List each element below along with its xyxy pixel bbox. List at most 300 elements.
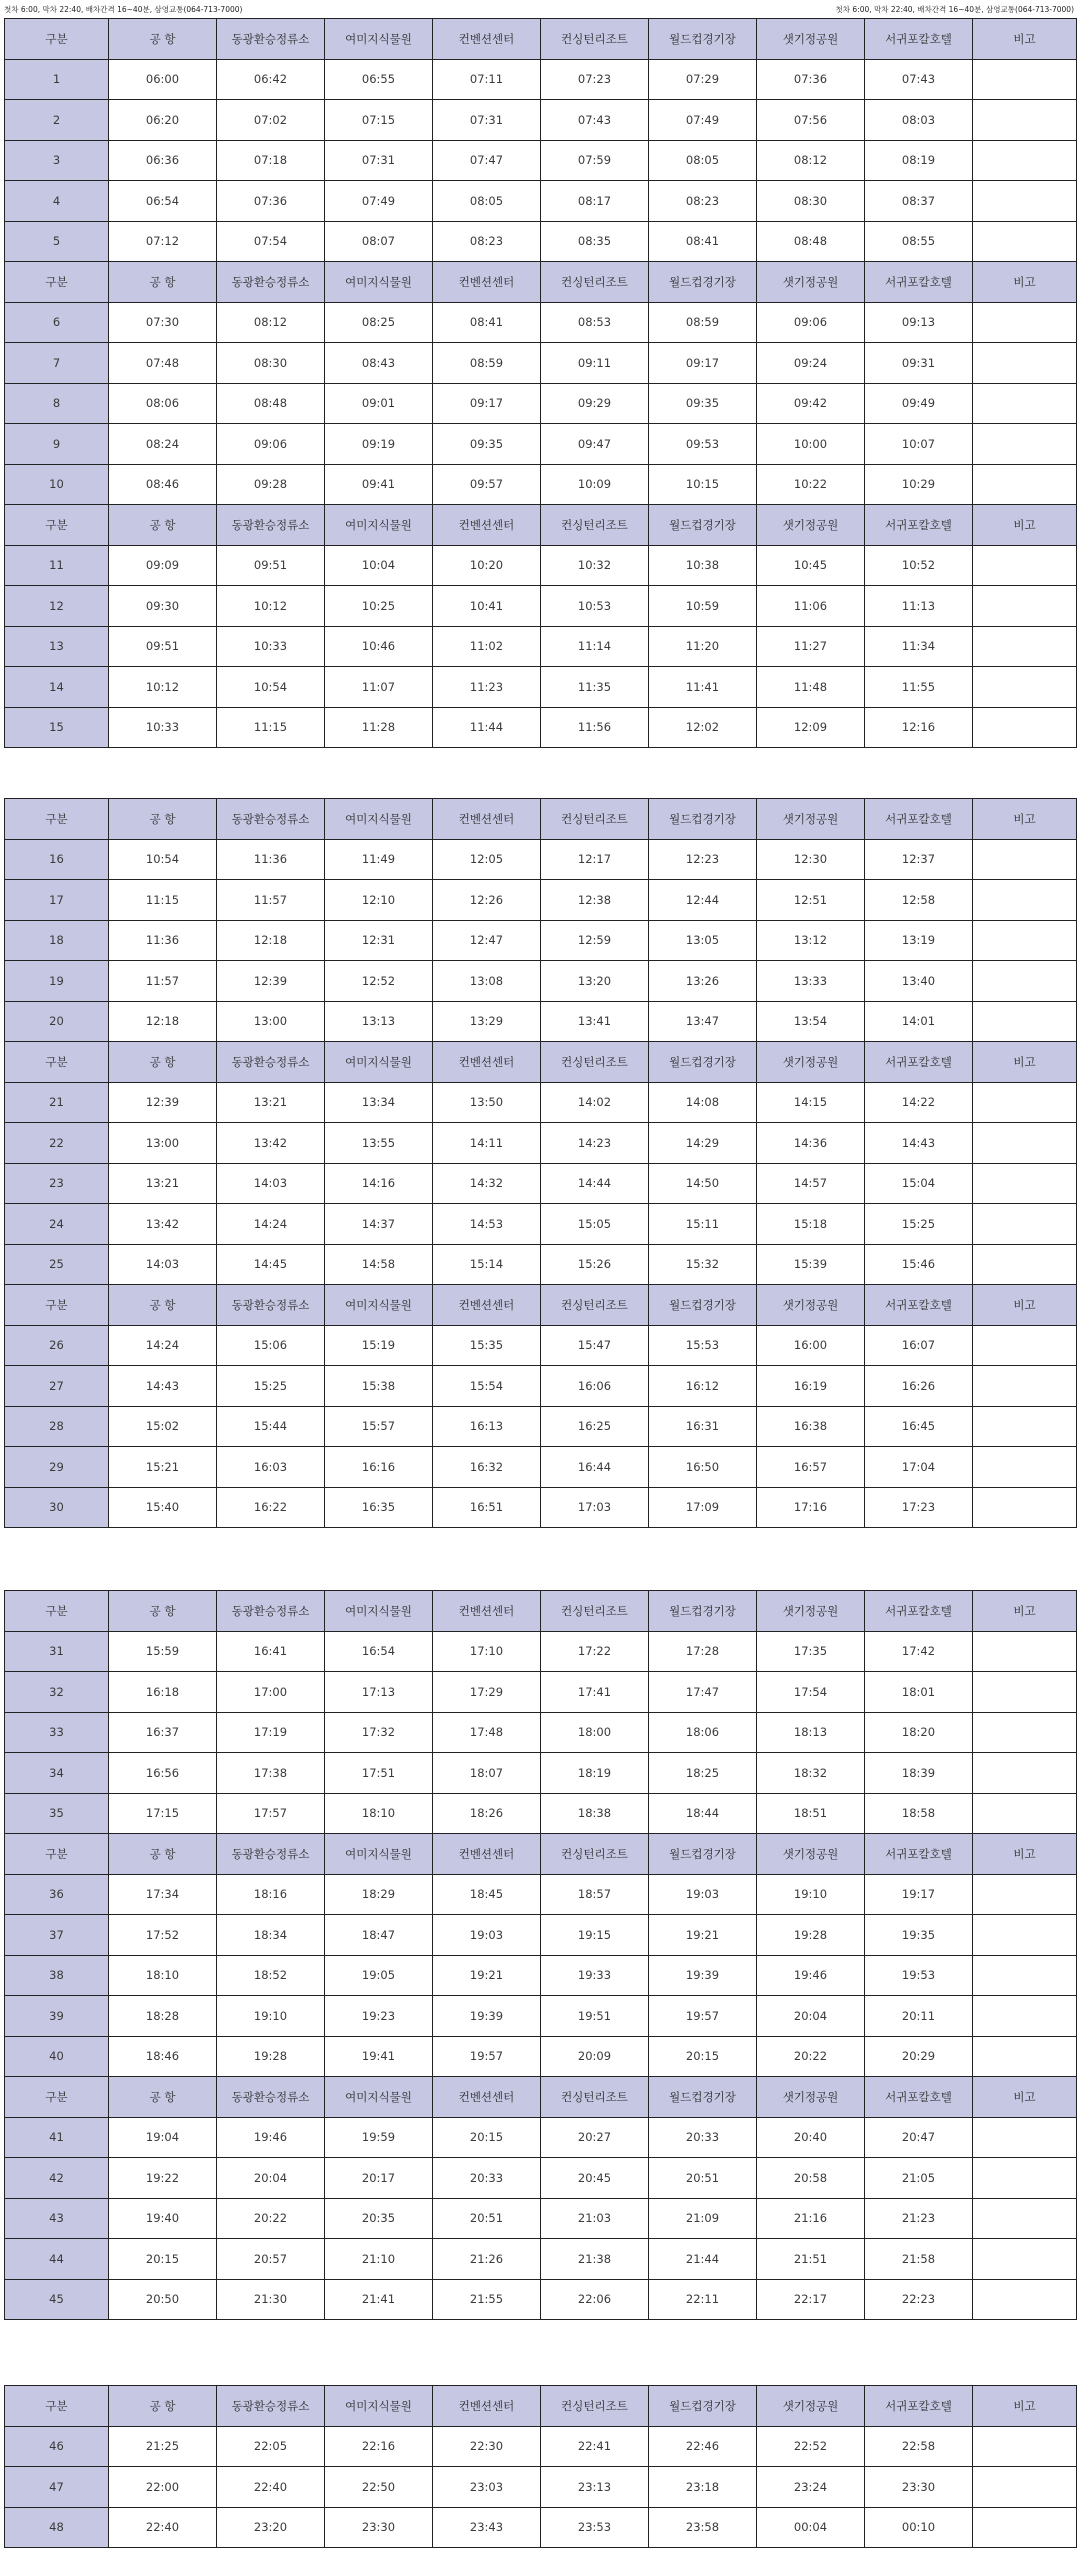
- departure-time: 07:47: [433, 140, 541, 181]
- departure-time: 11:15: [109, 880, 217, 921]
- departure-time: 13:50: [433, 1082, 541, 1123]
- departure-time: 11:07: [325, 667, 433, 708]
- table-row: [5, 961, 1077, 1002]
- table-row: [5, 1793, 1077, 1834]
- timetable-page-3: [4, 1590, 1076, 2320]
- table-row: [5, 1123, 1077, 1164]
- departure-time: 22:50: [325, 2467, 433, 2508]
- departure-time: 14:11: [433, 1123, 541, 1164]
- table-row: [5, 140, 1077, 181]
- column-header: 컨벤션센터: [433, 799, 541, 840]
- departure-time: 11:14: [541, 626, 649, 667]
- table-row: [5, 2117, 1077, 2158]
- departure-time: 09:35: [649, 383, 757, 424]
- departure-time: 09:47: [541, 424, 649, 465]
- departure-time: 09:29: [541, 383, 649, 424]
- departure-time: 11:49: [325, 839, 433, 880]
- departure-time: 16:13: [433, 1406, 541, 1447]
- departure-time: 09:09: [109, 545, 217, 586]
- departure-time: 11:13: [865, 586, 973, 627]
- remarks-cell: [973, 1325, 1077, 1366]
- trip-number: 16: [5, 839, 109, 880]
- departure-time: 13:12: [757, 920, 865, 961]
- table-row: [5, 2036, 1077, 2077]
- departure-time: 17:23: [865, 1487, 973, 1528]
- departure-time: 20:50: [109, 2279, 217, 2320]
- header-row: [5, 2386, 1077, 2427]
- column-header: 구분: [5, 1285, 109, 1326]
- departure-time: 12:09: [757, 707, 865, 748]
- column-header: 월드컵경기장: [649, 2077, 757, 2118]
- departure-time: 10:09: [541, 464, 649, 505]
- departure-time: 17:48: [433, 1712, 541, 1753]
- departure-time: 14:45: [217, 1244, 325, 1285]
- departure-time: 07:15: [325, 100, 433, 141]
- departure-time: 20:33: [433, 2158, 541, 2199]
- table-row: [5, 424, 1077, 465]
- table-row: [5, 626, 1077, 667]
- column-header: 컨벤션센터: [433, 2077, 541, 2118]
- remarks-cell: [973, 1244, 1077, 1285]
- departure-time: 14:58: [325, 1244, 433, 1285]
- table-row: [5, 1631, 1077, 1672]
- departure-time: 21:03: [541, 2198, 649, 2239]
- departure-time: 20:40: [757, 2117, 865, 2158]
- departure-time: 18:47: [325, 1915, 433, 1956]
- departure-time: 08:41: [433, 302, 541, 343]
- table-row: [5, 2158, 1077, 2199]
- departure-time: 07:11: [433, 59, 541, 100]
- column-header: 컨싱턴리조트: [541, 19, 649, 60]
- column-header: 컨벤션센터: [433, 262, 541, 303]
- departure-time: 15:18: [757, 1204, 865, 1245]
- table-row: [5, 920, 1077, 961]
- trip-number: 45: [5, 2279, 109, 2320]
- departure-time: 10:25: [325, 586, 433, 627]
- departure-time: 18:32: [757, 1753, 865, 1794]
- column-header: 구분: [5, 1042, 109, 1083]
- column-header: 비고: [973, 1042, 1077, 1083]
- table-row: [5, 1996, 1077, 2037]
- departure-time: 16:54: [325, 1631, 433, 1672]
- departure-time: 09:30: [109, 586, 217, 627]
- departure-time: 13:41: [541, 1001, 649, 1042]
- departure-time: 08:53: [541, 302, 649, 343]
- trip-number: 7: [5, 343, 109, 384]
- table-row: [5, 1447, 1077, 1488]
- column-header: 월드컵경기장: [649, 799, 757, 840]
- column-header: 서귀포칼호텔: [865, 2077, 973, 2118]
- departure-time: 08:35: [541, 221, 649, 262]
- remarks-cell: [973, 1163, 1077, 1204]
- remarks-cell: [973, 59, 1077, 100]
- column-header: 비고: [973, 1591, 1077, 1632]
- departure-time: 12:02: [649, 707, 757, 748]
- remarks-cell: [973, 1793, 1077, 1834]
- timetable-page-2: [4, 798, 1076, 1528]
- departure-time: 08:25: [325, 302, 433, 343]
- trip-number: 28: [5, 1406, 109, 1447]
- departure-time: 16:44: [541, 1447, 649, 1488]
- remarks-cell: [973, 1366, 1077, 1407]
- departure-time: 17:42: [865, 1631, 973, 1672]
- departure-time: 15:06: [217, 1325, 325, 1366]
- remarks-cell: [973, 626, 1077, 667]
- table-row: [5, 1163, 1077, 1204]
- departure-time: 21:30: [217, 2279, 325, 2320]
- departure-time: 20:09: [541, 2036, 649, 2077]
- departure-time: 06:20: [109, 100, 217, 141]
- departure-time: 21:25: [109, 2426, 217, 2467]
- departure-time: 14:02: [541, 1082, 649, 1123]
- departure-time: 08:37: [865, 181, 973, 222]
- departure-time: 14:23: [541, 1123, 649, 1164]
- column-header: 서귀포칼호텔: [865, 799, 973, 840]
- departure-time: 12:30: [757, 839, 865, 880]
- departure-time: 15:46: [865, 1244, 973, 1285]
- departure-time: 19:03: [433, 1915, 541, 1956]
- departure-time: 23:43: [433, 2507, 541, 2548]
- departure-time: 22:40: [217, 2467, 325, 2508]
- departure-time: 20:17: [325, 2158, 433, 2199]
- departure-time: 09:41: [325, 464, 433, 505]
- departure-time: 19:10: [217, 1996, 325, 2037]
- table-row: [5, 1712, 1077, 1753]
- bus-timetable: [4, 2385, 1077, 2548]
- departure-time: 13:40: [865, 961, 973, 1002]
- column-header: 월드컵경기장: [649, 262, 757, 303]
- departure-time: 18:51: [757, 1793, 865, 1834]
- departure-time: 20:33: [649, 2117, 757, 2158]
- departure-time: 17:34: [109, 1874, 217, 1915]
- column-header: 월드컵경기장: [649, 1042, 757, 1083]
- trip-number: 11: [5, 545, 109, 586]
- column-header: 동광환승정류소: [217, 2077, 325, 2118]
- departure-time: 15:25: [217, 1366, 325, 1407]
- table-row: [5, 1366, 1077, 1407]
- departure-time: 15:53: [649, 1325, 757, 1366]
- departure-time: 17:13: [325, 1672, 433, 1713]
- departure-time: 13:20: [541, 961, 649, 1002]
- departure-time: 21:55: [433, 2279, 541, 2320]
- departure-time: 15:05: [541, 1204, 649, 1245]
- departure-time: 11:20: [649, 626, 757, 667]
- departure-time: 07:43: [865, 59, 973, 100]
- header-row: [5, 262, 1077, 303]
- departure-time: 12:05: [433, 839, 541, 880]
- departure-time: 23:03: [433, 2467, 541, 2508]
- departure-time: 19:40: [109, 2198, 217, 2239]
- column-header: 서귀포칼호텔: [865, 19, 973, 60]
- departure-time: 17:29: [433, 1672, 541, 1713]
- departure-time: 23:18: [649, 2467, 757, 2508]
- departure-time: 21:26: [433, 2239, 541, 2280]
- table-row: [5, 545, 1077, 586]
- departure-time: 18:39: [865, 1753, 973, 1794]
- column-header: 여미지식물원: [325, 2386, 433, 2427]
- departure-time: 12:39: [109, 1082, 217, 1123]
- remarks-cell: [973, 880, 1077, 921]
- table-row: [5, 839, 1077, 880]
- bus-timetable: [4, 18, 1077, 748]
- departure-time: 15:11: [649, 1204, 757, 1245]
- departure-time: 00:10: [865, 2507, 973, 2548]
- departure-time: 08:06: [109, 383, 217, 424]
- remarks-cell: [973, 1672, 1077, 1713]
- departure-time: 18:19: [541, 1753, 649, 1794]
- departure-time: 16:57: [757, 1447, 865, 1488]
- column-header: 샛기정공원: [757, 1042, 865, 1083]
- table-row: [5, 2239, 1077, 2280]
- departure-time: 16:45: [865, 1406, 973, 1447]
- departure-time: 11:06: [757, 586, 865, 627]
- departure-time: 19:57: [649, 1996, 757, 2037]
- departure-time: 08:17: [541, 181, 649, 222]
- departure-time: 17:28: [649, 1631, 757, 1672]
- remarks-cell: [973, 1123, 1077, 1164]
- departure-time: 11:36: [109, 920, 217, 961]
- departure-time: 07:02: [217, 100, 325, 141]
- column-header: 서귀포칼호텔: [865, 1591, 973, 1632]
- departure-time: 08:24: [109, 424, 217, 465]
- column-header: 동광환승정류소: [217, 1285, 325, 1326]
- departure-time: 16:12: [649, 1366, 757, 1407]
- departure-time: 19:46: [757, 1955, 865, 1996]
- departure-time: 18:52: [217, 1955, 325, 1996]
- departure-time: 19:59: [325, 2117, 433, 2158]
- departure-time: 12:18: [109, 1001, 217, 1042]
- departure-time: 11:41: [649, 667, 757, 708]
- column-header: 컨벤션센터: [433, 505, 541, 546]
- departure-time: 16:41: [217, 1631, 325, 1672]
- remarks-cell: [973, 1204, 1077, 1245]
- remarks-cell: [973, 839, 1077, 880]
- departure-time: 20:15: [433, 2117, 541, 2158]
- departure-time: 13:05: [649, 920, 757, 961]
- departure-time: 18:16: [217, 1874, 325, 1915]
- departure-time: 07:43: [541, 100, 649, 141]
- departure-time: 13:42: [217, 1123, 325, 1164]
- bus-timetable: [4, 1590, 1077, 2320]
- departure-time: 07:18: [217, 140, 325, 181]
- table-row: [5, 586, 1077, 627]
- column-header: 컨싱턴리조트: [541, 1042, 649, 1083]
- departure-time: 19:15: [541, 1915, 649, 1956]
- departure-time: 15:04: [865, 1163, 973, 1204]
- departure-time: 19:23: [325, 1996, 433, 2037]
- departure-time: 16:51: [433, 1487, 541, 1528]
- column-header: 공 항: [109, 2386, 217, 2427]
- departure-time: 10:52: [865, 545, 973, 586]
- departure-time: 22:00: [109, 2467, 217, 2508]
- departure-time: 07:36: [757, 59, 865, 100]
- table-row: [5, 1001, 1077, 1042]
- column-header: 비고: [973, 2386, 1077, 2427]
- departure-time: 13:00: [217, 1001, 325, 1042]
- remarks-cell: [973, 181, 1077, 222]
- remarks-cell: [973, 221, 1077, 262]
- column-header: 컨벤션센터: [433, 1042, 541, 1083]
- table-row: [5, 1915, 1077, 1956]
- departure-time: 20:47: [865, 2117, 973, 2158]
- column-header: 동광환승정류소: [217, 19, 325, 60]
- departure-time: 14:03: [109, 1244, 217, 1285]
- column-header: 여미지식물원: [325, 1591, 433, 1632]
- column-header: 샛기정공원: [757, 1834, 865, 1875]
- departure-time: 07:31: [325, 140, 433, 181]
- column-header: 비고: [973, 2077, 1077, 2118]
- departure-time: 18:01: [865, 1672, 973, 1713]
- column-header: 여미지식물원: [325, 1285, 433, 1326]
- table-row: [5, 880, 1077, 921]
- departure-time: 15:44: [217, 1406, 325, 1447]
- remarks-cell: [973, 1082, 1077, 1123]
- departure-time: 22:30: [433, 2426, 541, 2467]
- departure-time: 14:22: [865, 1082, 973, 1123]
- column-header: 공 항: [109, 1591, 217, 1632]
- departure-time: 12:52: [325, 961, 433, 1002]
- departure-time: 14:53: [433, 1204, 541, 1245]
- departure-time: 19:57: [433, 2036, 541, 2077]
- trip-number: 27: [5, 1366, 109, 1407]
- departure-time: 19:10: [757, 1874, 865, 1915]
- trip-number: 47: [5, 2467, 109, 2508]
- trip-number: 15: [5, 707, 109, 748]
- trip-number: 21: [5, 1082, 109, 1123]
- departure-time: 14:36: [757, 1123, 865, 1164]
- departure-time: 12:39: [217, 961, 325, 1002]
- departure-time: 10:12: [217, 586, 325, 627]
- departure-time: 07:59: [541, 140, 649, 181]
- table-row: [5, 100, 1077, 141]
- departure-time: 08:23: [649, 181, 757, 222]
- remarks-cell: [973, 1406, 1077, 1447]
- column-header: 컨싱턴리조트: [541, 799, 649, 840]
- column-header: 공 항: [109, 1285, 217, 1326]
- departure-time: 10:45: [757, 545, 865, 586]
- departure-time: 12:37: [865, 839, 973, 880]
- departure-time: 11:23: [433, 667, 541, 708]
- column-header: 비고: [973, 19, 1077, 60]
- departure-time: 19:51: [541, 1996, 649, 2037]
- departure-time: 14:24: [109, 1325, 217, 1366]
- departure-time: 15:38: [325, 1366, 433, 1407]
- departure-time: 16:37: [109, 1712, 217, 1753]
- remarks-cell: [973, 2198, 1077, 2239]
- departure-time: 22:11: [649, 2279, 757, 2320]
- departure-time: 11:56: [541, 707, 649, 748]
- departure-time: 18:13: [757, 1712, 865, 1753]
- departure-time: 17:00: [217, 1672, 325, 1713]
- departure-time: 09:11: [541, 343, 649, 384]
- remarks-cell: [973, 2426, 1077, 2467]
- column-header: 컨벤션센터: [433, 2386, 541, 2427]
- column-header: 구분: [5, 262, 109, 303]
- column-header: 컨벤션센터: [433, 1285, 541, 1326]
- departure-time: 18:38: [541, 1793, 649, 1834]
- departure-time: 07:29: [649, 59, 757, 100]
- departure-time: 15:39: [757, 1244, 865, 1285]
- departure-time: 10:20: [433, 545, 541, 586]
- remarks-cell: [973, 1996, 1077, 2037]
- column-header: 비고: [973, 505, 1077, 546]
- departure-time: 09:17: [649, 343, 757, 384]
- departure-time: 20:45: [541, 2158, 649, 2199]
- column-header: 월드컵경기장: [649, 1591, 757, 1632]
- header-row: [5, 1285, 1077, 1326]
- departure-time: 17:32: [325, 1712, 433, 1753]
- departure-time: 11:15: [217, 707, 325, 748]
- departure-time: 06:54: [109, 181, 217, 222]
- trip-number: 40: [5, 2036, 109, 2077]
- departure-time: 17:47: [649, 1672, 757, 1713]
- trip-number: 32: [5, 1672, 109, 1713]
- departure-time: 16:07: [865, 1325, 973, 1366]
- remarks-cell: [973, 961, 1077, 1002]
- column-header: 서귀포칼호텔: [865, 2386, 973, 2427]
- departure-time: 13:54: [757, 1001, 865, 1042]
- column-header: 월드컵경기장: [649, 1285, 757, 1326]
- remarks-cell: [973, 2279, 1077, 2320]
- table-row: [5, 181, 1077, 222]
- departure-time: 18:00: [541, 1712, 649, 1753]
- departure-time: 18:07: [433, 1753, 541, 1794]
- column-header: 서귀포칼호텔: [865, 1834, 973, 1875]
- column-header: 서귀포칼호텔: [865, 262, 973, 303]
- column-header: 월드컵경기장: [649, 1834, 757, 1875]
- departure-time: 08:12: [217, 302, 325, 343]
- schedule-caption-left: 첫차 6:00, 막차 22:40, 배차간격 16~40분, 삼영교통(064-713-7000): [4, 5, 243, 14]
- departure-time: 22:17: [757, 2279, 865, 2320]
- departure-time: 08:59: [649, 302, 757, 343]
- remarks-cell: [973, 2158, 1077, 2199]
- departure-time: 10:46: [325, 626, 433, 667]
- departure-time: 09:13: [865, 302, 973, 343]
- departure-time: 11:34: [865, 626, 973, 667]
- column-header: 샛기정공원: [757, 2077, 865, 2118]
- departure-time: 13:26: [649, 961, 757, 1002]
- departure-time: 12:58: [865, 880, 973, 921]
- table-row: [5, 343, 1077, 384]
- column-header: 서귀포칼호텔: [865, 1285, 973, 1326]
- departure-time: 10:12: [109, 667, 217, 708]
- remarks-cell: [973, 2507, 1077, 2548]
- departure-time: 08:30: [217, 343, 325, 384]
- departure-time: 08:12: [757, 140, 865, 181]
- departure-time: 18:34: [217, 1915, 325, 1956]
- departure-time: 20:22: [757, 2036, 865, 2077]
- column-header: 서귀포칼호텔: [865, 1042, 973, 1083]
- departure-time: 11:55: [865, 667, 973, 708]
- remarks-cell: [973, 464, 1077, 505]
- header-row: [5, 1591, 1077, 1632]
- departure-time: 09:42: [757, 383, 865, 424]
- table-row: [5, 1325, 1077, 1366]
- departure-time: 12:51: [757, 880, 865, 921]
- departure-time: 11:27: [757, 626, 865, 667]
- departure-time: 14:08: [649, 1082, 757, 1123]
- column-header: 컨벤션센터: [433, 19, 541, 60]
- table-row: [5, 2426, 1077, 2467]
- departure-time: 12:26: [433, 880, 541, 921]
- column-header: 컨싱턴리조트: [541, 2386, 649, 2427]
- departure-time: 20:51: [433, 2198, 541, 2239]
- column-header: 샛기정공원: [757, 1591, 865, 1632]
- departure-time: 16:35: [325, 1487, 433, 1528]
- remarks-cell: [973, 2036, 1077, 2077]
- departure-time: 00:04: [757, 2507, 865, 2548]
- departure-time: 12:17: [541, 839, 649, 880]
